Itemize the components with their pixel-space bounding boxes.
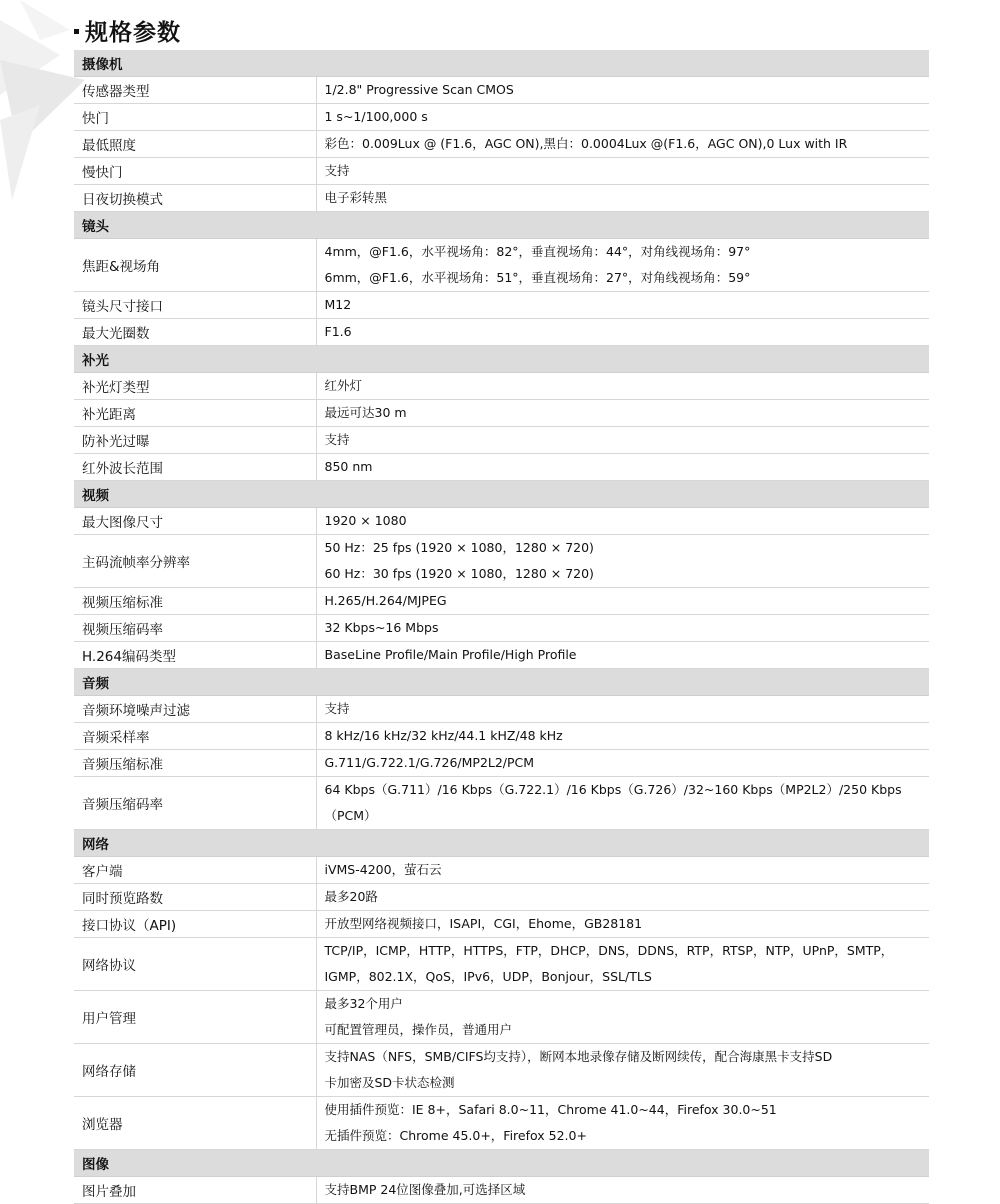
spec-value [316,884,929,911]
section-header-row [74,50,929,77]
spec-table-body [74,50,929,1204]
spec-row [74,427,929,454]
spec-value-line: TCP/IP，ICMP，HTTP，HTTPS，FTP，DHCP，DNS，DDNS，RTP，RTSP，NTP，UPnP，SMTP， [324,943,894,958]
spec-value-line: 电子彩转黑 [324,190,388,205]
spec-value [316,319,929,346]
spec-row [74,373,929,400]
spec-value [316,1177,929,1204]
spec-value [316,642,929,669]
section-title: 镜头 [74,212,929,239]
spec-value-line: IGMP，802.1X，QoS，IPv6，UDP，Bonjour，SSL/TLS [324,969,652,984]
spec-value-line: F1.6 [324,324,352,339]
spec-row [74,508,929,535]
spec-row [74,696,929,723]
spec-label: 最大图像尺寸 [74,508,316,535]
spec-row [74,400,929,427]
spec-label: 红外波长范围 [74,454,316,481]
section-title: 摄像机 [74,50,929,77]
spec-label: 最大光圈数 [74,319,316,346]
spec-row [74,185,929,212]
section-title: 网络 [74,830,929,857]
spec-label: 主码流帧率分辨率 [74,535,316,588]
spec-label: 补光距离 [74,400,316,427]
spec-value [316,750,929,777]
section-header-row [74,1150,929,1177]
spec-row [74,535,929,588]
spec-label: 镜头尺寸接口 [74,292,316,319]
spec-label: 慢快门 [74,158,316,185]
spec-value [316,588,929,615]
spec-value [316,158,929,185]
spec-value [316,1044,929,1097]
page-title-text: 规格参数 [85,20,181,46]
spec-value-line: 最多32个用户 [324,996,403,1011]
spec-value [316,991,929,1044]
spec-value-line: 可配置管理员，操作员，普通用户 [324,1022,513,1037]
spec-value [316,723,929,750]
spec-label: 补光灯类型 [74,373,316,400]
spec-label: 最低照度 [74,131,316,158]
spec-value [316,427,929,454]
spec-value-line: 最多20路 [324,889,378,904]
section-header-row [74,669,929,696]
spec-value [316,911,929,938]
spec-row [74,1097,929,1150]
section-header-row [74,212,929,239]
section-title: 补光 [74,346,929,373]
spec-row [74,884,929,911]
spec-value [316,508,929,535]
spec-label: 同时预览路数 [74,884,316,911]
spec-value-line: 支持 [324,701,350,716]
spec-value-line: 32 Kbps~16 Mbps [324,620,439,635]
spec-label: H.264编码类型 [74,642,316,669]
spec-label: 传感器类型 [74,77,316,104]
spec-label: 日夜切换模式 [74,185,316,212]
spec-value [316,400,929,427]
spec-row [74,750,929,777]
spec-value [316,938,929,991]
spec-row [74,642,929,669]
spec-value-line: 1920 × 1080 [324,513,407,528]
spec-label: 音频压缩标准 [74,750,316,777]
spec-row [74,454,929,481]
spec-row [74,131,929,158]
spec-row [74,777,929,830]
spec-value-line: 60 Hz：30 fps (1920 × 1080，1280 × 720) [324,566,594,581]
section-header-row [74,830,929,857]
spec-value [316,857,929,884]
spec-value [316,185,929,212]
spec-value-line: H.265/H.264/MJPEG [324,593,447,608]
spec-value [316,696,929,723]
spec-row [74,911,929,938]
spec-row [74,292,929,319]
spec-row [74,588,929,615]
section-header-row [74,346,929,373]
spec-value-line: （PCM） [324,808,377,823]
spec-row [74,938,929,991]
spec-label: 浏览器 [74,1097,316,1150]
spec-value-line: 50 Hz：25 fps (1920 × 1080，1280 × 720) [324,540,594,555]
spec-value-line: 开放型网络视频接口，ISAPI，CGI，Ehome，GB28181 [324,916,643,931]
spec-value-line: 无插件预览：Chrome 45.0+，Firefox 52.0+ [324,1128,587,1143]
spec-value-line: 64 Kbps（G.711）/16 Kbps（G.722.1）/16 Kbps（G.726）/32~160 Kbps（MP2L2）/250 Kbps [324,782,902,797]
spec-label: 快门 [74,104,316,131]
page-title [74,14,181,47]
spec-label: 音频压缩码率 [74,777,316,830]
spec-row [74,104,929,131]
spec-value-line: iVMS-4200，萤石云 [324,862,442,877]
spec-value-line: 1 s~1/100,000 s [324,109,428,124]
spec-row [74,1177,929,1204]
spec-row [74,239,929,292]
spec-value-line: 使用插件预览：IE 8+，Safari 8.0~11，Chrome 41.0~44，Firefox 30.0~51 [324,1102,777,1117]
section-title: 音频 [74,669,929,696]
spec-label: 防补光过曝 [74,427,316,454]
spec-label: 客户端 [74,857,316,884]
section-title: 图像 [74,1150,929,1177]
spec-value-line: 支持NAS（NFS，SMB/CIFS均支持），断网本地录像存储及断网续传，配合海康黑卡支持SD [324,1049,833,1064]
spec-label: 视频压缩标准 [74,588,316,615]
spec-value-line: 850 nm [324,459,373,474]
spec-row [74,723,929,750]
spec-row [74,319,929,346]
spec-value [316,615,929,642]
spec-value [316,1097,929,1150]
spec-value-line: 支持 [324,163,350,178]
spec-value-line: 彩色：0.009Lux @ (F1.6，AGC ON),黑白：0.0004Lux @(F1.6，AGC ON),0 Lux with IR [324,136,848,151]
spec-row [74,158,929,185]
title-bullet-icon [74,29,79,34]
spec-row [74,77,929,104]
spec-label: 接口协议（API) [74,911,316,938]
spec-value [316,77,929,104]
spec-label: 视频压缩码率 [74,615,316,642]
spec-value-line: 最远可达30 m [324,405,407,420]
spec-label: 焦距&视场角 [74,239,316,292]
spec-label: 用户管理 [74,991,316,1044]
spec-table [74,50,929,1204]
spec-value-line: 6mm，@F1.6，水平视场角：51°，垂直视场角：27°，对角线视场角：59° [324,270,751,285]
spec-value [316,373,929,400]
spec-value-line: 4mm，@F1.6，水平视场角：82°，垂直视场角：44°，对角线视场角：97° [324,244,751,259]
spec-label: 音频采样率 [74,723,316,750]
spec-label: 音频环境噪声过滤 [74,696,316,723]
spec-value-line: 红外灯 [324,378,363,393]
spec-row [74,857,929,884]
spec-value [316,292,929,319]
spec-value-line: 支持BMP 24位图像叠加,可选择区域 [324,1182,526,1197]
spec-value-line: G.711/G.722.1/G.726/MP2L2/PCM [324,755,535,770]
spec-value-line: 8 kHz/16 kHz/32 kHz/44.1 kHZ/48 kHz [324,728,563,743]
spec-value-line: M12 [324,297,352,312]
spec-value-line: 1/2.8" Progressive Scan CMOS [324,82,514,97]
spec-row [74,1044,929,1097]
spec-value [316,131,929,158]
spec-value [316,239,929,292]
spec-value [316,104,929,131]
section-header-row [74,481,929,508]
spec-label: 网络存储 [74,1044,316,1097]
spec-value [316,454,929,481]
spec-label: 网络协议 [74,938,316,991]
spec-value-line: BaseLine Profile/Main Profile/High Profile [324,647,577,662]
spec-value-line: 支持 [324,432,350,447]
spec-value-line: 卡加密及SD卡状态检测 [324,1075,455,1090]
spec-row [74,991,929,1044]
spec-value [316,535,929,588]
spec-value [316,777,929,830]
spec-row [74,615,929,642]
spec-label: 图片叠加 [74,1177,316,1204]
section-title: 视频 [74,481,929,508]
